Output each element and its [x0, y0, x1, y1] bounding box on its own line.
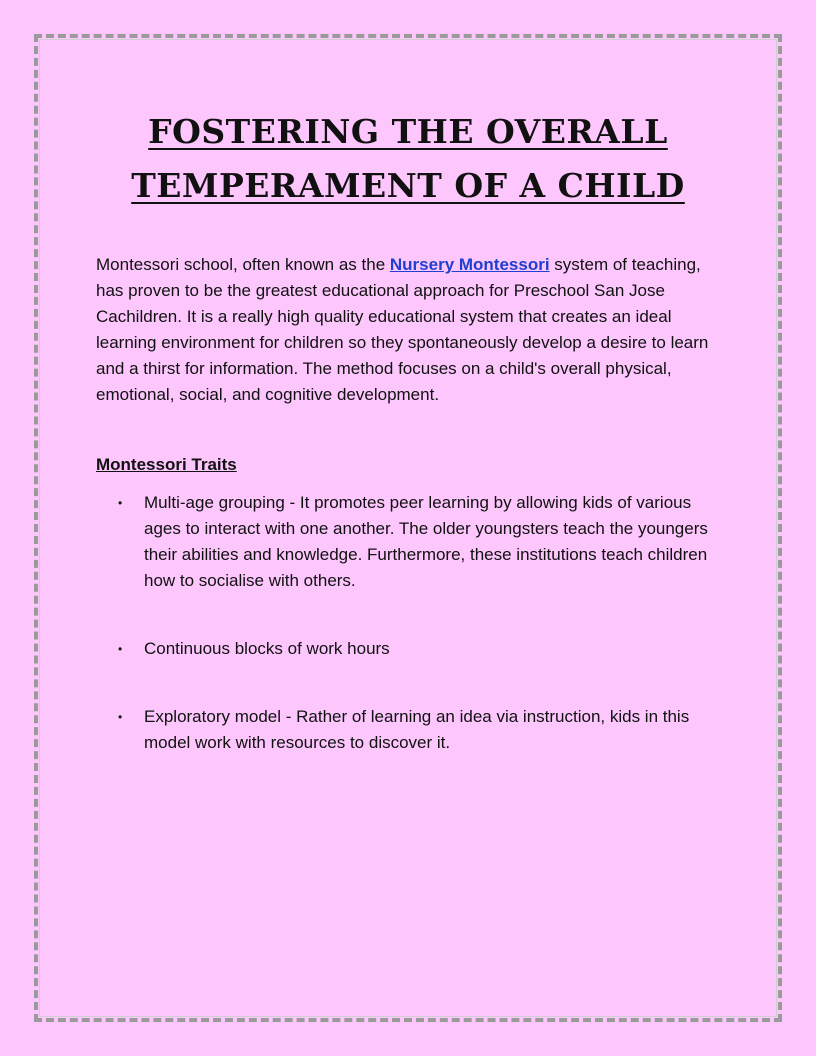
section-heading: Montessori Traits	[96, 455, 237, 474]
intro-paragraph	[96, 252, 726, 408]
document-title	[96, 105, 720, 213]
trait-text: Multi-age grouping - It promotes peer learning by allowing kids of various ages to interact with one another. The older youngsters teach the youngers their abilities and knowledge. Furthermore, these institutions teach children how to socialise with others.	[144, 493, 708, 590]
list-item	[96, 636, 726, 662]
traits-list	[96, 490, 726, 756]
title-line-2: TEMPERAMENT OF A CHILD	[131, 166, 685, 205]
list-item	[96, 704, 726, 756]
bullet-icon: •	[118, 710, 123, 724]
bullet-icon: •	[118, 642, 123, 656]
trait-text: Exploratory model - Rather of learning an idea via instruction, kids in this model work with resources to discover it.	[144, 707, 690, 752]
intro-text-after-link: system of teaching, has proven to be the greatest educational approach for Preschool San Jose Cachildren. It is a really high quality educational system that creates an ideal learning environment for children so they spontaneously develop a desire to learn and a thirst for information. The method focuses on a child's overall physical, emotional, social, and cognitive development.	[96, 255, 709, 404]
bullet-icon: •	[118, 496, 123, 510]
list-item	[96, 490, 726, 594]
title-line-1: FOSTERING THE OVERALL	[148, 112, 668, 151]
nursery-montessori-link[interactable]: Nursery Montessori	[389, 255, 550, 274]
trait-text: Continuous blocks of work hours	[144, 639, 390, 658]
intro-text-before-link: Montessori school, often known as the	[96, 255, 390, 274]
